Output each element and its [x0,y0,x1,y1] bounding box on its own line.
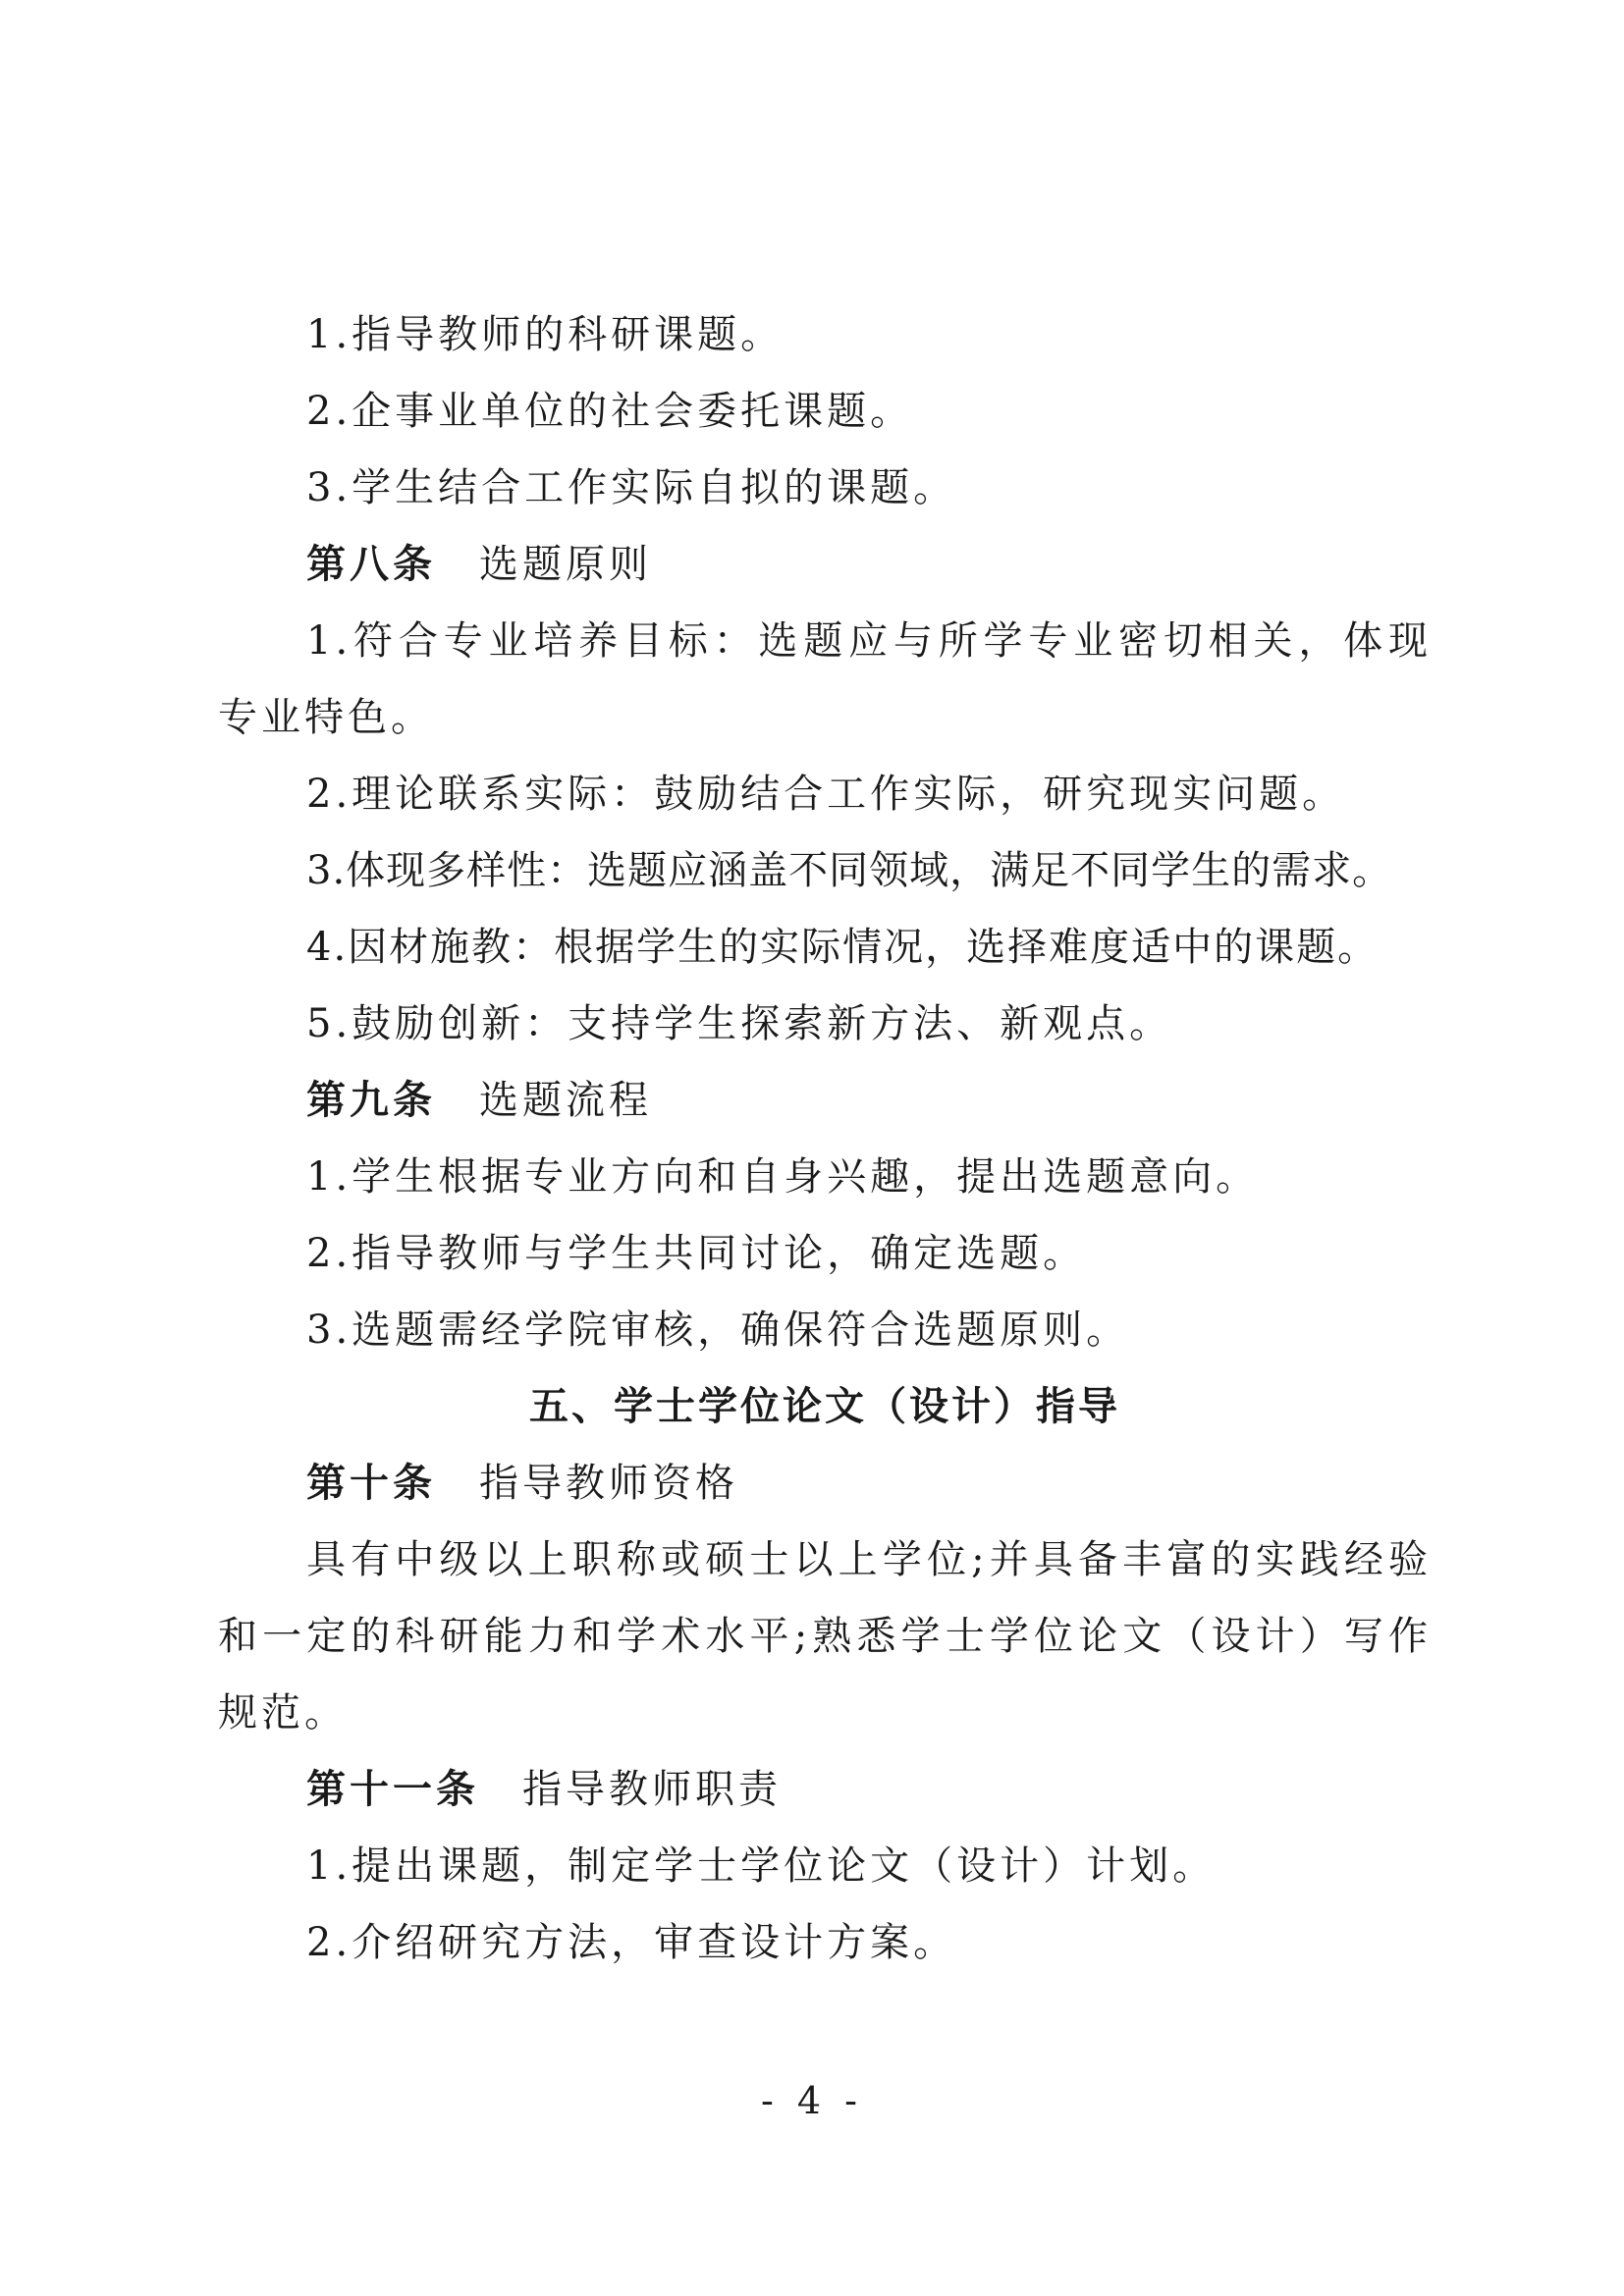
list-item: 1.指导教师的科研课题。 [306,312,785,357]
page-number: - 4 - [760,2079,863,2122]
list-item: 3.学生结合工作实际自拟的课题。 [306,465,957,510]
article-label: 第九条 [306,1078,436,1123]
article-10-heading [218,1445,1432,1522]
article-9-heading [218,1062,1432,1139]
list-item: 3.体现多样性：选题应涵盖不同领域，满足不同学生的需求。 [306,848,1393,893]
document-body [218,296,1432,1981]
article-label: 第十一条 [306,1767,479,1812]
list-item: 2.理论联系实际：鼓励结合工作实际，研究现实问题。 [306,772,1346,817]
article-label: 第十条 [306,1461,436,1506]
article-title: 选题原则 [479,542,652,587]
article-title: 选题流程 [479,1078,652,1123]
list-item: 5.鼓励创新：支持学生探索新方法、新观点。 [306,1001,1173,1046]
list-item: 1.符合专业培养目标：选题应与所学专业密切相关，体现专业特色。 [218,618,1432,740]
list-item: 2.介绍研究方法，审查设计方案。 [306,1920,957,1965]
list-item: 2.指导教师与学生共同讨论，确定选题。 [306,1231,1087,1276]
article-11-heading [218,1751,1432,1828]
article-label: 第八条 [306,542,436,587]
article-8-heading [218,526,1432,603]
list-item: 2.企事业单位的社会委托课题。 [306,389,914,434]
article-title: 指导教师职责 [522,1767,782,1812]
list-item: 1.提出课题，制定学士学位论文（设计）计划。 [306,1843,1217,1889]
paragraph: 具有中级以上职称或硕士以上学位;并具备丰富的实践经验和一定的科研能力和学术水平;熟悉学士学位论文（设计）写作规范。 [218,1537,1432,1735]
list-item: 4.因材施教：根据学生的实际情况，选择难度适中的课题。 [306,925,1380,970]
list-item: 3.选题需经学院审核，确保符合选题原则。 [306,1308,1130,1353]
list-item: 1.学生根据专业方向和自身兴趣，提出选题意向。 [306,1154,1260,1200]
section-heading: 五、学士学位论文（设计）指导 [529,1384,1120,1429]
article-title: 指导教师资格 [479,1461,738,1506]
